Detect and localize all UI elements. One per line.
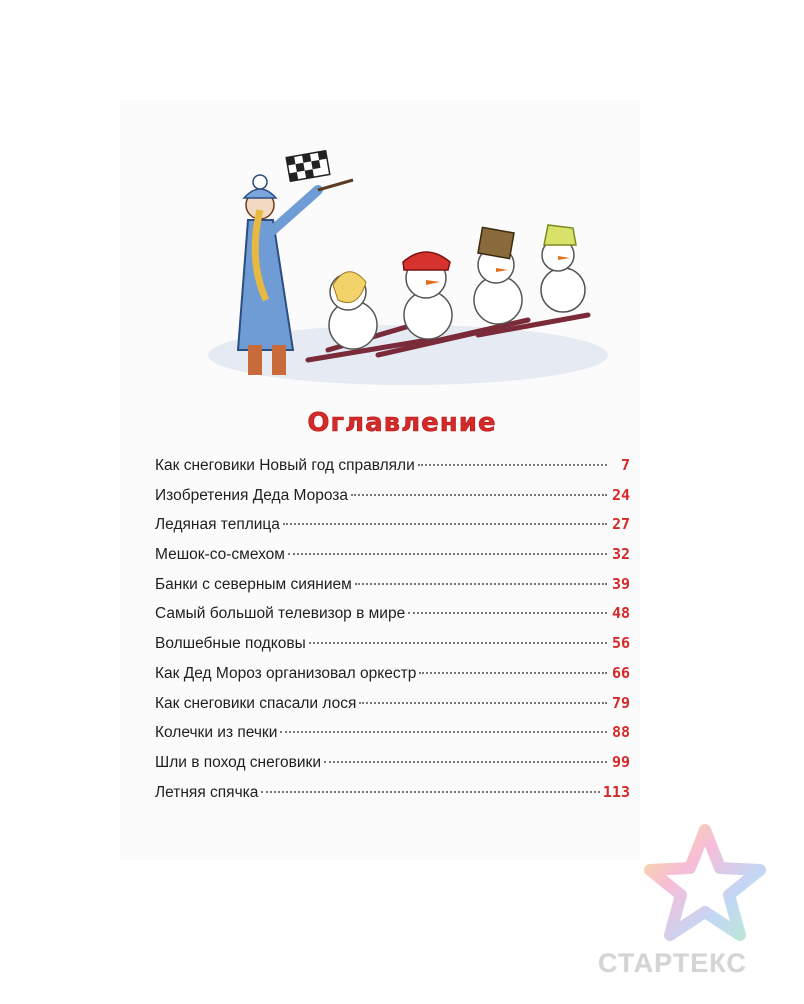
leader-dots [309,642,607,644]
toc-entry[interactable] [155,783,630,813]
snowmen-skiing-illustration [178,150,618,390]
leader-dots [280,731,607,733]
toc-entry-title: Волшебные подковы [155,635,306,653]
toc-entry-title: Летняя спячка [155,783,259,801]
leader-dots [261,791,600,793]
toc-entry-page: 24 [611,485,630,504]
toc-entry-title: Как снеговики Новый год справляли [155,457,415,474]
toc-entry-page: 79 [611,693,630,712]
toc-entry-page: 88 [611,723,630,742]
toc-entry-page: 32 [611,545,630,564]
toc-entry[interactable] [155,575,630,605]
leader-dots [419,672,607,674]
toc-entry-title: Изобретения Деда Мороза [155,486,349,504]
toc-entry[interactable] [155,723,630,753]
toc-entry-page: 56 [611,634,630,653]
toc-entry-title: Колечки из печки [155,724,278,742]
toc-entry[interactable] [155,545,630,575]
leader-dots [355,583,607,585]
toc-entry-title: Ледяная теплица [155,516,280,534]
toc-entry[interactable] [155,604,630,634]
toc-entry-title: Мешок-со-смехом [155,546,285,564]
star-logo-icon [640,820,770,950]
leader-dots [408,612,607,614]
toc-entry-title: Как снеговики спасали лося [155,694,357,712]
toc-entry-page: 39 [611,574,630,593]
toc-list [155,456,630,812]
leader-dots [324,761,607,763]
toc-entry-page: 7 [620,456,630,474]
toc-entry[interactable] [155,486,630,516]
toc-entry-page: 113 [602,782,630,801]
toc-title: Оглавление [307,408,497,438]
leader-dots [351,494,607,496]
watermark-text: СТАРТЕКС [598,948,747,978]
toc-entry-page: 27 [611,515,630,534]
leader-dots [288,553,607,555]
toc-entry-page: 66 [611,663,630,682]
toc-entry-page: 48 [611,604,630,623]
toc-entry[interactable] [155,456,630,486]
toc-entry[interactable] [155,664,630,694]
toc-entry[interactable] [155,634,630,664]
leader-dots [283,523,607,525]
leader-dots [359,702,607,704]
toc-entry-title: Шли в поход снеговики [155,753,321,771]
toc-entry-title: Как Дед Мороз организовал оркестр [155,664,417,682]
toc-entry-title: Самый большой телевизор в мире [155,605,406,623]
toc-entry[interactable] [155,515,630,545]
toc-entry[interactable] [155,694,630,724]
toc-entry-page: 99 [611,752,630,771]
toc-entry-title: Банки с северным сиянием [155,575,352,593]
toc-entry[interactable] [155,753,630,783]
leader-dots [418,464,607,466]
